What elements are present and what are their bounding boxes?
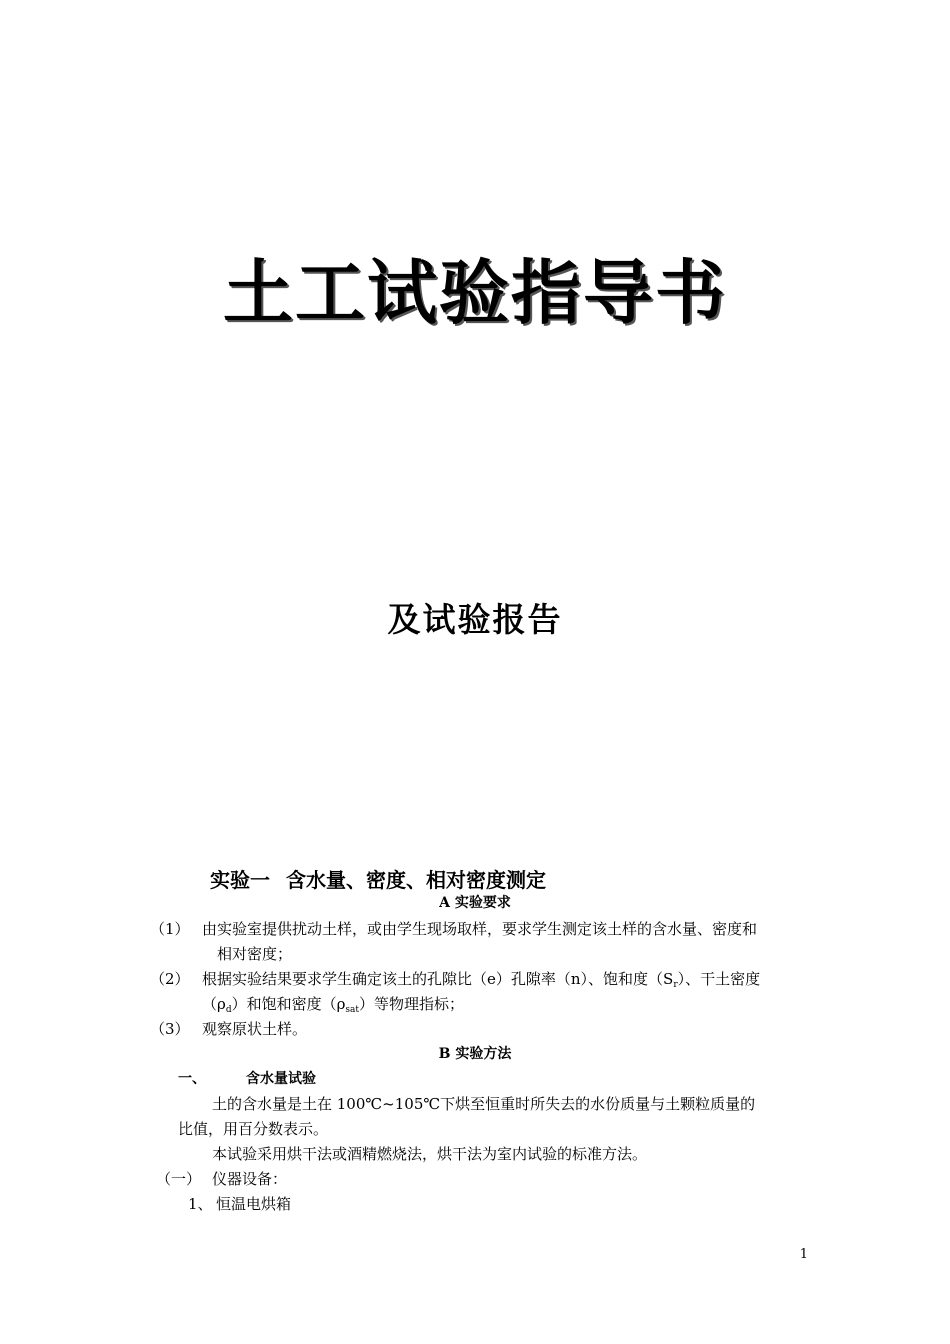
section-b-heading: B 实验方法 [438, 1046, 512, 1062]
cover-subtitle: 及试验报告 [387, 600, 563, 639]
req2-line1-b: ）、干土密度 [677, 970, 761, 988]
req3-number: （3） [150, 1020, 190, 1038]
page-number: 1 [799, 1247, 808, 1262]
req1-number: （1） [150, 920, 190, 938]
section-a-heading: A 实验要求 [439, 895, 511, 911]
req2-line2-a: （ρ [202, 995, 226, 1013]
para1-line1: 土的含水量是土在 100℃~105℃下烘至恒重时所失去的水份质量与土颗粒质量的 [212, 1095, 756, 1113]
experiment-title [210, 866, 546, 894]
sub1-title: 仪器设备： [212, 1170, 288, 1188]
para1-line2: 比值，用百分数表示。 [178, 1120, 329, 1138]
req1-line1: 由实验室提供扰动土样，或由学生现场取样，要求学生测定该土样的含水量、密度和 [202, 920, 758, 938]
para2: 本试验采用烘干法或酒精燃烧法，烘干法为室内试验的标准方法。 [212, 1145, 648, 1163]
req2-line2-c: ）等物理指标； [359, 995, 465, 1013]
req2-line1-a: 根据实验结果要求学生确定该土的孔隙比（e）孔隙率（n）、饱和度（S [202, 970, 674, 988]
req2-number: （2） [150, 970, 190, 988]
sub1-number: （一） [156, 1170, 202, 1188]
req2-line1 [202, 968, 760, 990]
cover-title: 土工试验指导书 [223, 252, 727, 334]
req1-line2: 相对密度； [217, 945, 293, 963]
req2-line2-b: ）和饱和密度（ρ [231, 995, 346, 1013]
req2-sub-r: r [673, 980, 678, 990]
req2-sub-sat: sat [345, 1005, 360, 1015]
sec1-number: 一、 [178, 1071, 206, 1087]
experiment-title-prefix: 实验一 [210, 868, 270, 892]
item1-number: 1、 [188, 1195, 213, 1213]
sec1-title: 含水量试验 [246, 1071, 316, 1087]
experiment-title-main: 含水量、密度、相对密度测定 [286, 868, 546, 892]
req2-line2 [202, 993, 464, 1015]
item1-text: 恒温电烘箱 [216, 1195, 292, 1213]
req3-text: 观察原状土样。 [202, 1020, 308, 1038]
req2-sub-d: d [225, 1005, 232, 1015]
